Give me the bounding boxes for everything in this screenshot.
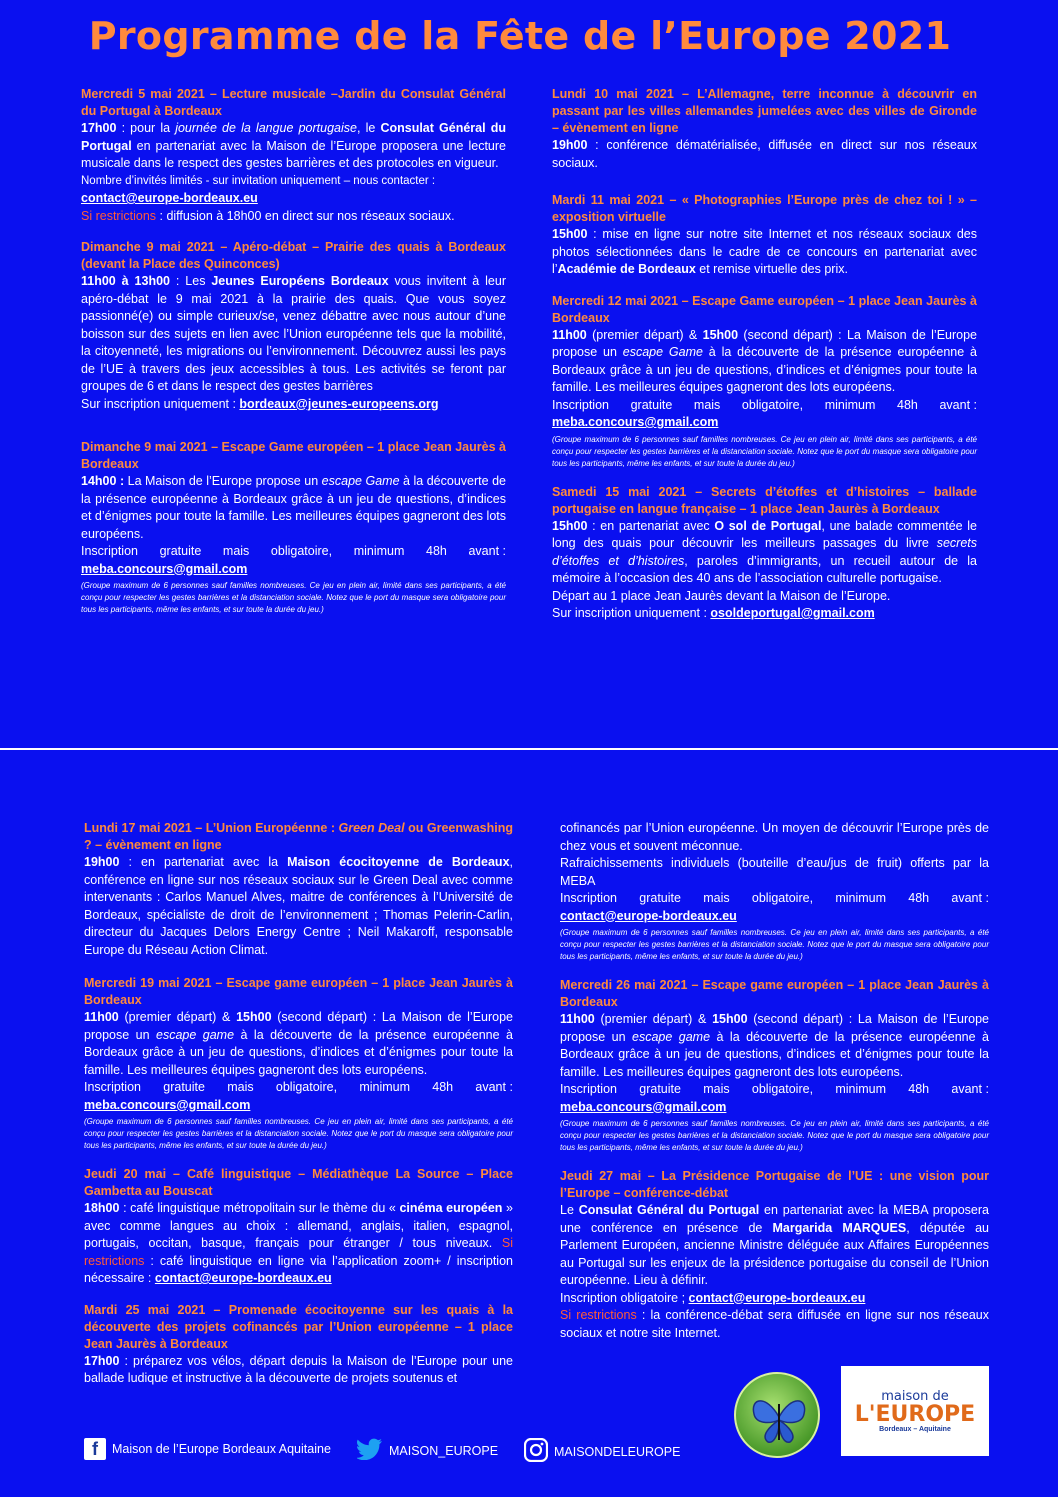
event-19-mai [84,975,513,1152]
event-heading: Lundi 10 mai 2021 – L’Allemagne, terre inconnue à découvrir en passant par les villes allemandes jumelées avec des villes de Gironde – évènement en ligne [552,87,977,135]
event-invite: Nombre d’invités limités - sur invitation uniquement – nous contacter : [81,174,436,187]
event-heading: Mercredi 5 mai 2021 – Lecture musicale –Jardin du Consulat Général du Portugal à Bordeaux [81,87,506,118]
event-26-mai [560,977,989,1154]
event-heading: Jeudi 20 mai – Café linguistique – Médiathèque La Source – Place Gambetta au Bouscat [84,1167,513,1198]
facebook-link[interactable]: f Maison de l’Europe Bordeaux Aquitaine [84,1438,331,1460]
butterfly-logo-icon [734,1372,820,1458]
email-link[interactable]: meba.concours@gmail.com [560,1099,727,1114]
event-note: (Groupe maximum de 6 personnes sauf familles nombreuses. Ce jeu en plein air, limité dans ses participants, a été conçu pour respecter les gestes barrières et la distanciation sociale. Notez que le port du masque sera obligatoire pour tous les participants, même les enfants, et sur toute la durée du jeu.) [560,928,989,961]
inscription-line: Inscription gratuite mais obligatoire, minimum 48h avant : [560,891,989,905]
event-note: (Groupe maximum de 6 personnes sauf familles nombreuses. Ce jeu en plein air, limité dans ses participants, a été conçu pour respecter les gestes barrières et la distanciation sociale. Notez que le port du masque sera obligatoire pour tous les participants, même les enfants, et sur toute la durée du jeu.) [560,1119,989,1152]
event-heading: Lundi 17 mai 2021 – L’Union Européenne : Green Deal ou Greenwashing ? – évènement en ligne [84,821,513,852]
event-25-mai-cont: cofinancés par l’Union européenne. Un moyen de découvrir l’Europe près de chez vous et souvent méconnue. Rafraichissements individuels (bouteille d’eau/jus de fruit) offerts par la MEBA Inscription gratuite mais obligatoire, minimum 48h avant : contact@europe-bordeaux.eu (Groupe maximum de 6 personnes sauf familles nombreuses. Ce jeu en plein air, limité dans ses participants, a été conçu pour respecter les gestes barrières et la distanciation sociale. Notez que le port du masque sera obligatoire pour tous les participants, même les enfants, et sur toute la durée du jeu.) [560,821,989,961]
event-body: 11h00 (premier départ) & 15h00 (second départ) : La Maison de l’Europe propose un escape game à la découverte de la présence européenne à Bordeaux grâce à un jeu de questions, d’indices et d’énigmes pour toute la famille. Les meilleures équipes gagneront des lots européens. [560,1012,989,1079]
restrictions-label: Si restrictions [560,1308,637,1322]
email-link[interactable]: contact@europe-bordeaux.eu [154,1271,332,1285]
restrictions-label: Si restrictions [84,1236,513,1268]
event-9-mai-escape [81,439,506,616]
event-heading: Dimanche 9 mai 2021 – Apéro-débat – Prairie des quais à Bordeaux (devant la Place des Quinconces) [81,240,506,271]
event-heading: Dimanche 9 mai 2021 – Escape Game européen – 1 place Jean Jaurès à Bordeaux [81,440,506,471]
event-11-mai [552,192,977,279]
event-27-mai: Jeudi 27 mai – La Présidence Portugaise de l’UE : une vision pour l’Europe – conférence-débat Le Consulat Général du Portugal en partenariat avec la MEBA proposera une conférence en présence de Margarida MARQUES, députée au Parlement Européen, ancienne Ministre déléguée aux Affaires Européennes au Portugal sur les enjeux de la présidence portugaise du conseil de l’Union européenne. Lieu à définir. Inscription obligatoire ; contact@europe-bordeaux.eu Si restrictions : la conférence-débat sera diffusée en ligne sur nos réseaux sociaux et notre site Internet. [560,1169,990,1340]
event-body: 17h00 : pour la journée de la langue portugaise, le Consulat Général du Portugal en partenariat avec la Maison de l’Europe proposera une lecture musicale dans le respect des gestes barrières et des protocoles en vigueur. [81,121,506,170]
event-25-mai [84,1302,513,1388]
email-link[interactable]: contact@europe-bordeaux.eu [81,191,258,205]
right-bottom-column [560,820,989,1356]
left-bottom-column [84,820,513,1402]
event-heading: Mercredi 19 mai 2021 – Escape game européen – 1 place Jean Jaurès à Bordeaux [84,976,513,1007]
event-9-mai-apero: Dimanche 9 mai 2021 – Apéro-débat – Prairie des quais à Bordeaux (devant la Place des Quinconces) 11h00 à 13h00 : Les Jeunes Européens Bordeaux vous invitent à leur apéro-débat le 9 mai 2021 à la prairie des quais. Que vous soyez passionné(e) ou simple curieux/se, venez débattre avec nous autour d’une boisson sur des sujets en lien avec l’Union européenne tels que la mobilité, la citoyenneté, les migrations ou l’environnement. Découvrez aussi les pays de l’UE à travers des jeux accessibles à tous. Les activités se feront par groupes de 6 et dans le respect des gestes barrières Sur inscription uniquement : bordeaux@jeunes-europeens.org [81,240,506,411]
email-link[interactable]: meba.concours@gmail.com [552,415,719,429]
maison-europe-logo: maison de L'EUROPE Bordeaux – Aquitaine [841,1366,989,1456]
right-top-column [552,86,977,637]
email-link[interactable]: meba.concours@gmail.com [81,561,248,576]
event-heading: Mercredi 12 mai 2021 – Escape Game européen – 1 place Jean Jaurès à Bordeaux [552,293,977,325]
inscription-line: Inscription gratuite mais obligatoire, minimum 48h avant : [84,1080,513,1094]
instagram-link[interactable]: MAISONDELEUROPE [524,1438,680,1465]
email-link[interactable]: contact@europe-bordeaux.eu [560,908,737,923]
event-body: 14h00 : La Maison de l’Europe propose un escape Game à la découverte de la présence européenne à Bordeaux grâce à un jeu de questions, d’indices et d’énigmes pour toute la famille. Les meilleures équipes gagneront des lots européens. [81,474,506,541]
event-heading: Mardi 11 mai 2021 – « Photographies l’Europe près de chez toi ! » – exposition virtuelle [552,193,977,224]
event-note: (Groupe maximum de 6 personnes sauf familles nombreuses. Ce jeu en plein air, limité dans ses participants, a été conçu pour respecter les gestes barrières et la distanciation sociale. Notez que le port du masque sera obligatoire pour tous les participants, même les enfants, et sur toute la durée du jeu.) [84,1117,513,1150]
event-body: 11h00 à 13h00 : Les Jeunes Européens Bordeaux vous invitent à leur apéro-débat le 9 mai 2021 à la prairie des quais. Que vous soyez passionné(e) ou simple curieux/se, venez débattre avec nous autour d’une boisson sur des sujets en lien avec l’Union européenne tels que la mobilité, la citoyenneté, les migrations ou l’environnement. Découvrez aussi les pays de l’UE à travers des jeux accessibles à tous. Les activités se feront par groupes de 6 et dans le respect des gestes barrières [81,274,506,393]
event-body: 15h00 : mise en ligne sur notre site Internet et nos réseaux sociaux des photos sélectionnées dans le cadre de ce concours en partenariat avec l’Académie de Bordeaux et remise virtuelle des prix. [552,227,977,276]
left-top-column [81,86,506,630]
event-heading: Mardi 25 mai 2021 – Promenade écocitoyenne sur les quais à la découverte des projets cofinancés par l’Union européenne – 1 place Jean Jaurès à Bordeaux [84,1302,513,1351]
inscription-line: Inscription gratuite mais obligatoire, minimum 48h avant : [552,397,977,412]
event-note: (Groupe maximum de 6 personnes sauf familles nombreuses. Ce jeu en plein air, limité dans ses participants, a été conçu pour respecter les gestes barrières et la distanciation sociale. Notez que le port du masque sera obligatoire pour tous les participants, même les enfants, et sur toute la durée du jeu.) [552,434,977,468]
restrictions-label: Si restrictions [81,208,157,223]
event-15-mai: Samedi 15 mai 2021 – Secrets d’étoffes et d’histoires – ballade portugaise en langue française – 1 place Jean Jaurès à Bordeaux 15h00 : en partenariat avec O sol de Portugal, une balade commentée le long des quais pour découvrir les meilleurs passages du livre secrets d’étoffes et d’histoires, paroles d’immigrants, un recueil autour de la mémoire à l’occasion des 40 ans de l’association culturelle portugaise. Départ au 1 place Jean Jaurès devant la Maison de l’Europe. Sur inscription uniquement : osoldeportugal@gmail.com [552,484,977,620]
event-body: 11h00 (premier départ) & 15h00 (second départ) : La Maison de l’Europe propose un escape game à la découverte de la présence européenne à Bordeaux grâce à un jeu de questions, d’indices et d’énigmes pour toute la famille. Les meilleures équipes gagneront des lots européens. [84,1010,513,1077]
twitter-icon [357,1438,383,1463]
page-divider [0,748,1058,750]
inscription-line: Inscription gratuite mais obligatoire, minimum 48h avant : [81,544,506,558]
email-link[interactable]: osoldeportugal@gmail.com [710,606,875,620]
event-17-mai [84,820,513,959]
event-body: 11h00 (premier départ) & 15h00 (second départ) : La Maison de l’Europe propose un escape Game à la découverte de la présence européenne à Bordeaux grâce à un jeu de questions, d’indices et d’énigmes pour toute la famille. Les meilleures équipes gagneront des lots européens. [552,327,977,394]
event-10-mai [552,86,977,172]
event-body: 19h00 : en partenariat avec la Maison écocitoyenne de Bordeaux, conférence en ligne sur nos réseaux sociaux sur le Green Deal avec comme intervenants : Carlos Manuel Alves, maitre de conférences à l’Université de Bordeaux, spécialiste de droit de l’environnement ; Thomas Pelerin-Carlin, directeur du Jacques Delors Energy Centre ; Neil Makaroff, responsable Europe du Réseau Action Climat. [84,855,513,957]
facebook-icon: f [84,1438,106,1460]
event-5-mai: Mercredi 5 mai 2021 – Lecture musicale –Jardin du Consulat Général du Portugal à Bordeaux 17h00 : pour la journée de la langue portugaise, le Consulat Général du Portugal en partenariat avec la Maison de l’Europe proposera une lecture musicale dans le respect des gestes barrières et des protocoles en vigueur. Nombre d’invités limités - sur invitation uniquement – nous contacter : contact@europe-bordeaux.eu Si restrictions : diffusion à 18h00 en direct sur nos réseaux sociaux. [81,87,506,223]
event-heading: Samedi 15 mai 2021 – Secrets d’étoffes et d’histoires – ballade portugaise en langue française – 1 place Jean Jaurès à Bordeaux [552,484,977,516]
event-12-mai [552,293,977,470]
event-heading: Jeudi 27 mai – La Présidence Portugaise de l’UE : une vision pour l’Europe – conférence-débat [560,1169,989,1200]
instagram-icon [524,1438,548,1465]
email-link[interactable]: contact@europe-bordeaux.eu [688,1290,866,1305]
inscription-line: Inscription gratuite mais obligatoire, minimum 48h avant : [560,1082,989,1096]
event-20-mai [84,1166,513,1288]
event-depart: Départ au 1 place Jean Jaurès devant la Maison de l’Europe. [552,588,891,603]
page-title: Programme de la Fête de l’Europe 2021 [88,14,952,58]
event-body: 15h00 : en partenariat avec O sol de Portugal, une balade commentée le long des quais pour découvrir les meilleurs passages du livre secrets d’étoffes et d’histoires, paroles d’immigrants, un recueil autour de la mémoire à l’occasion des 40 ans de l’association culturelle portugaise. [552,518,977,585]
event-body: Le Consulat Général du Portugal en partenariat avec la MEBA proposera une conférence en présence de Margarida MARQUES, députée au Parlement Européen, ancienne Ministre déléguée aux Affaires Européennes au Portugal sur les enjeux de la présidence portugaise du conseil de l’Union européenne. Lieu à définir. [560,1203,990,1287]
event-note: (Groupe maximum de 6 personnes sauf familles nombreuses. Ce jeu en plein air, limité dans ses participants, a été conçu pour respecter les gestes barrières et la distanciation sociale. Notez que le port du masque sera obligatoire pour tous les participants, même les enfants, et sur toute la durée du jeu.) [81,581,506,614]
email-link[interactable]: bordeaux@jeunes-europeens.org [239,396,439,411]
email-link[interactable]: meba.concours@gmail.com [84,1097,251,1112]
event-body: 17h00 : préparez vos vélos, départ depuis la Maison de l’Europe pour une ballade ludique et instructive à la découverte de projets soutenus et [84,1353,513,1385]
twitter-link[interactable]: MAISON_EUROPE [357,1438,498,1463]
event-body: 18h00 : café linguistique métropolitain sur le thème du « cinéma européen » avec comme langues au choix : allemand, anglais, italien, espagnol, portugais, occitan, basque, français pour étranger / tous niveaux. Si restrictions : café linguistique en ligne via l’application zoom+ / inscription nécessaire : contact@europe-bordeaux.eu [84,1201,513,1285]
event-body: 19h00 : conférence dématérialisée, diffusée en direct sur nos réseaux sociaux. [552,138,977,170]
event-heading: Mercredi 26 mai 2021 – Escape game européen – 1 place Jean Jaurès à Bordeaux [560,978,989,1009]
